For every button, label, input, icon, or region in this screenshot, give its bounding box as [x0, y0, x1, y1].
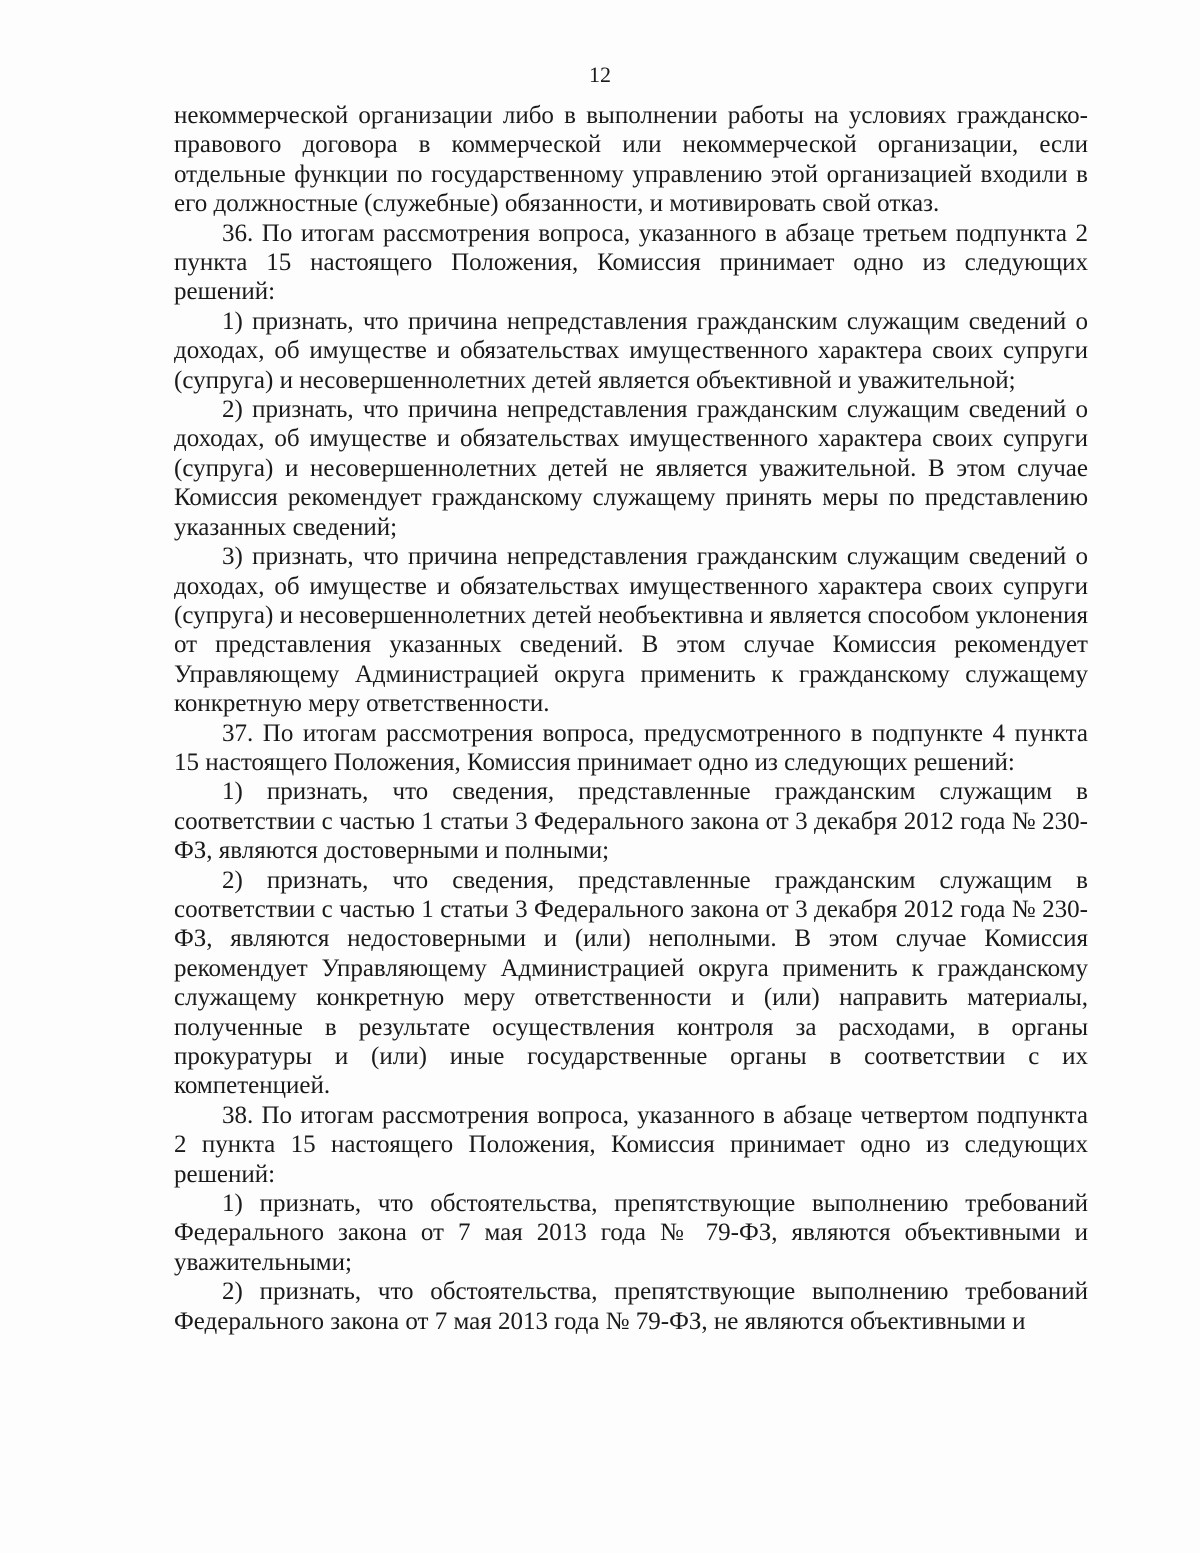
paragraph-continuation: некоммерческой организации либо в выполнении работы на условиях гражданско-правового договора в коммерческой или некоммерческой организации, если отдельные функции по государственному управлению этой организацией входили в его должностные (служебные) обязанности, и мотивировать свой отказ.: [174, 102, 1088, 218]
paragraph-36-item-1: 1) признать, что причина непредставления гражданским служащим сведений о доходах, об имуществе и обязательствах имущественного характера своих супруги (супруга) и несовершеннолетних детей является объективной и уважительной;: [174, 307, 1088, 394]
paragraph-38-item-2: 2) признать, что обстоятельства, препятствующие выполнению требований Федерального закона от 7 мая 2013 года № 79-ФЗ, не являются объективными и: [174, 1278, 1088, 1335]
paragraph-38: 38. По итогам рассмотрения вопроса, указанного в абзаце четвертом подпункта 2 пункта 15 настоящего Положения, Комиссия принимает одно из следующих решений:: [174, 1101, 1088, 1188]
paragraph-37: 37. По итогам рассмотрения вопроса, предусмотренного в подпункте 4 пункта 15 настоящего Положения, Комиссия принимает одно из следующих решений:: [174, 719, 1088, 776]
page-number: 12: [589, 62, 611, 87]
document-body: [174, 101, 1088, 1336]
paragraph-36: 36. По итогам рассмотрения вопроса, указанного в абзаце третьем подпункта 2 пункта 15 настоящего Положения, Комиссия принимает одно из следующих решений:: [174, 219, 1088, 306]
paragraph-36-item-3: 3) признать, что причина непредставления гражданским служащим сведений о доходах, об имуществе и обязательствах имущественного характера своих супруги (супруга) и несовершеннолетних детей необъективна и является способом уклонения от представления указанных сведений. В этом случае Комиссия рекомендует Управляющему Администрацией округа применить к гражданскому служащему конкретную меру ответственности.: [174, 543, 1088, 718]
paragraph-38-item-1: 1) признать, что обстоятельства, препятствующие выполнению требований Федерального закона от 7 мая 2013 года № 79-ФЗ, являются объективными и уважительными;: [174, 1190, 1088, 1276]
paragraph-37-item-2: 2) признать, что сведения, представленные гражданским служащим в соответствии с частью 1 статьи 3 Федерального закона от 3 декабря 2012 года № 230-ФЗ, являются недостоверными и (или) неполными. В этом случае Комиссия рекомендует Управляющему Администрацией округа применить к гражданскому служащему конкретную меру ответственности и (или) направить материалы, полученные в результате осуществления контроля за расходами, в органы прокуратуры и (или) иные государственные органы в соответствии с их компетенцией.: [174, 866, 1088, 1100]
paragraph-36-item-2: 2) признать, что причина непредставления гражданским служащим сведений о доходах, об имуществе и обязательствах имущественного характера своих супруги (супруга) и несовершеннолетних детей не является уважительной. В этом случае Комиссия рекомендует гражданскому служащему принять меры по представлению указанных сведений;: [174, 396, 1088, 541]
paragraph-37-item-1: 1) признать, что сведения, представленные гражданским служащим в соответствии с частью 1 статьи 3 Федерального закона от 3 декабря 2012 года № 230-ФЗ, являются достоверными и полными;: [174, 778, 1088, 865]
